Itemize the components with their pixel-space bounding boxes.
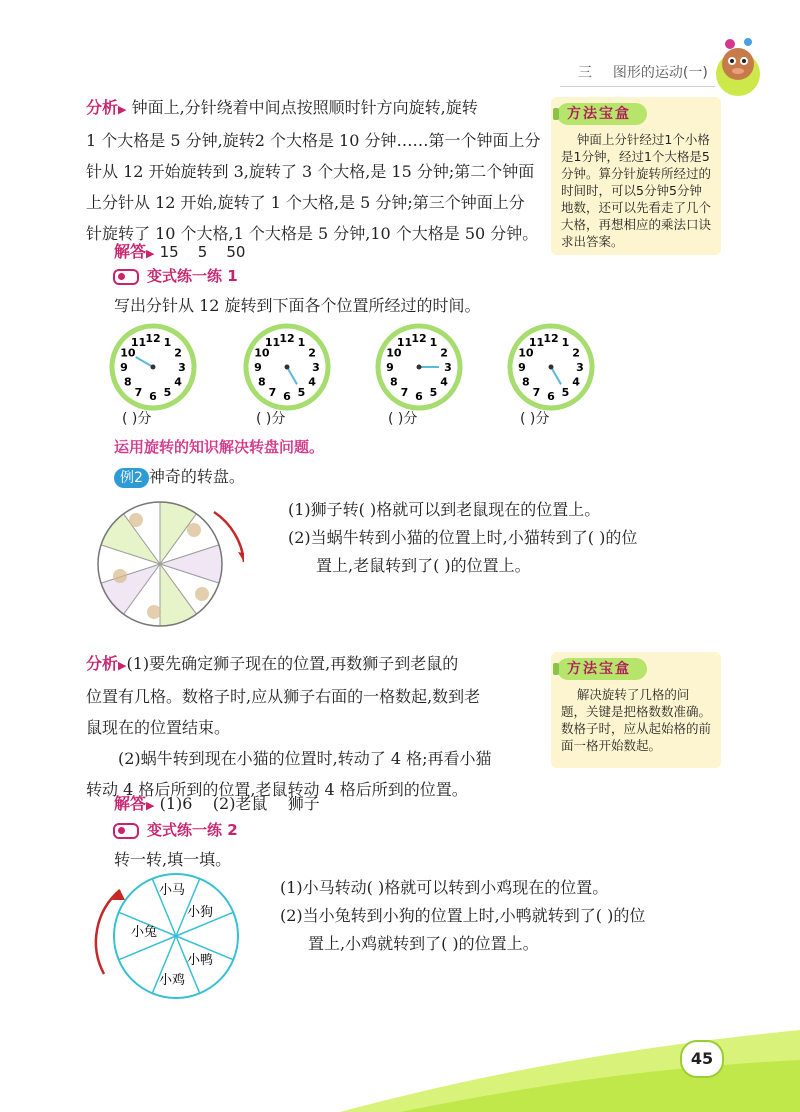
page-number: 45 bbox=[690, 1049, 714, 1068]
clock-number: 5 bbox=[561, 386, 570, 400]
clock-number: 12 bbox=[543, 332, 559, 345]
clock-number: 7 bbox=[400, 386, 409, 400]
pointer-icon: ▶ bbox=[146, 247, 155, 260]
analysis-line: 位置有几格。数格子时,应从狮子右面的一格数起,数到老 bbox=[86, 687, 481, 706]
analysis-2 bbox=[86, 648, 546, 805]
example-2-q2-line1: (2)当蜗牛转到小猫的位置上时,小猫转到了( )的位 bbox=[288, 528, 638, 547]
clock-number: 2 bbox=[174, 346, 182, 360]
clock-number: 1 bbox=[297, 335, 306, 349]
animal-icon bbox=[147, 605, 161, 619]
clock-number: 6 bbox=[283, 390, 291, 403]
clock-number: 11 bbox=[396, 335, 413, 349]
tip-text: 钟面上分针经过1个小格是1分钟，经过1个大格是5分钟。算分针旋转所经过的时间时，可以5分钟5分钟地数，还可以先看走了几个大格，再想相应的乘法口诀求出答案。 bbox=[561, 132, 712, 249]
clock-number: 6 bbox=[547, 390, 555, 403]
example-2-q2-line2: 置上,老鼠转到了( )的位置上。 bbox=[316, 556, 531, 575]
answer-label: 解答 bbox=[114, 794, 147, 813]
cat-icon bbox=[187, 523, 201, 537]
clock-number: 12 bbox=[411, 332, 427, 345]
method-tip-2 bbox=[551, 652, 721, 768]
practice-1-instruction: 写出分针从 12 旋转到下面各个位置所经过的时间。 bbox=[114, 296, 481, 315]
clock-answer-blank[interactable]: ( )分 bbox=[256, 411, 286, 427]
clock-number: 8 bbox=[258, 375, 266, 389]
snail-icon bbox=[113, 569, 127, 583]
clock-number: 9 bbox=[254, 361, 262, 374]
example-2 bbox=[114, 461, 245, 492]
clock-number: 2 bbox=[308, 346, 316, 360]
lion-icon bbox=[129, 513, 143, 527]
chapter-title: 图形的运动(一) bbox=[612, 65, 708, 81]
wheel-label: 小鸡 bbox=[158, 973, 186, 988]
clock-answer-blank[interactable]: ( )分 bbox=[520, 411, 550, 427]
analysis-line: 1 个大格是 5 分钟,旋转2 个大格是 10 分钟……第一个钟面上分 bbox=[86, 131, 541, 150]
clock-number: 11 bbox=[528, 335, 545, 349]
wheel-label: 小兔 bbox=[130, 925, 158, 940]
analysis-line: 钟面上,分针绕着中间点按照顺时针方向旋转,旋转 bbox=[131, 98, 478, 117]
pointer-icon: ▶ bbox=[118, 103, 127, 116]
example-badge: 例2 bbox=[114, 468, 149, 488]
clock-number: 1 bbox=[429, 335, 438, 349]
page-corner-decoration bbox=[340, 1010, 800, 1112]
clock-number: 10 bbox=[518, 346, 534, 360]
rotation-arrow-icon bbox=[96, 890, 120, 974]
clock-number: 11 bbox=[130, 335, 147, 349]
analysis-line: 转动 4 格后所到的位置,老鼠转动 4 格后所到的位置。 bbox=[86, 780, 468, 799]
practice-2-title: 变式练一练 2 bbox=[113, 818, 238, 842]
practice-2-q1: (1)小马转动( )格就可以转到小鸡现在的位置。 bbox=[280, 878, 609, 897]
answer-text: (1)6 (2)老鼠 狮子 bbox=[159, 794, 320, 813]
practice-2-q2-line1: (2)当小兔转到小狗的位置上时,小鸭就转到了( )的位 bbox=[280, 906, 646, 925]
answer-label: 解答 bbox=[114, 242, 147, 261]
analysis-line: (2)蜗牛转到现在小猫的位置时,转动了 4 格;再看小猫 bbox=[118, 749, 492, 768]
analysis-label: 分析 bbox=[86, 654, 119, 673]
mouse-icon bbox=[195, 587, 209, 601]
clock-number: 8 bbox=[124, 375, 132, 389]
clock-number: 2 bbox=[440, 346, 448, 360]
clock-number: 3 bbox=[178, 361, 186, 374]
pointer-icon: ▶ bbox=[146, 799, 155, 812]
clock-face bbox=[374, 322, 464, 412]
clock-number: 1 bbox=[561, 335, 570, 349]
page-header bbox=[578, 62, 708, 82]
chapter-number: 三 bbox=[578, 65, 592, 81]
method-tip-1 bbox=[551, 97, 721, 255]
animal-wheel bbox=[80, 870, 250, 1000]
analysis-label: 分析 bbox=[86, 98, 119, 117]
analysis-line: 鼠现在的位置结束。 bbox=[86, 718, 231, 737]
practice-icon bbox=[113, 823, 139, 839]
clock-number: 6 bbox=[415, 390, 423, 403]
clock-number: 10 bbox=[254, 346, 270, 360]
clock-number: 10 bbox=[120, 346, 136, 360]
clock-number: 3 bbox=[576, 361, 584, 374]
clock-answer-blank[interactable]: ( )分 bbox=[388, 411, 418, 427]
clock-number: 4 bbox=[440, 375, 448, 389]
analysis-line: 针旋转了 10 个大格,1 个大格是 5 分钟,10 个大格是 50 分钟。 bbox=[86, 224, 539, 243]
practice-1-title: 变式练一练 1 bbox=[113, 264, 238, 288]
practice-2-q2-line2: 置上,小鸡就转到了( )的位置上。 bbox=[308, 934, 539, 953]
example-title: 神奇的转盘。 bbox=[148, 467, 245, 486]
answer-2 bbox=[114, 788, 320, 821]
clock-face bbox=[242, 322, 332, 412]
clock-face bbox=[108, 322, 198, 412]
mascot-icon bbox=[708, 34, 768, 98]
clock-number: 8 bbox=[522, 375, 530, 389]
clock-number: 5 bbox=[429, 386, 438, 400]
example-2-q1: (1)狮子转( )格就可以到老鼠现在的位置上。 bbox=[288, 500, 601, 519]
clock-number: 2 bbox=[572, 346, 580, 360]
header-rule bbox=[560, 86, 715, 87]
clock-number: 12 bbox=[145, 332, 161, 345]
analysis-line: (1)要先确定狮子现在的位置,再数狮子到老鼠的 bbox=[126, 654, 459, 673]
analysis-line: 上分针从 12 开始,旋转了 1 个大格,是 5 分钟;第三个钟面上分 bbox=[86, 193, 525, 212]
tip-title: 方法宝盒 bbox=[557, 103, 647, 125]
clock-number: 3 bbox=[444, 361, 452, 374]
wheel-label: 小马 bbox=[158, 883, 186, 898]
clock-number: 5 bbox=[163, 386, 172, 400]
wheel-label: 小鸭 bbox=[186, 953, 214, 968]
tip-title: 方法宝盒 bbox=[557, 658, 647, 680]
pointer-icon: ▶ bbox=[118, 659, 127, 672]
analysis-line: 针从 12 开始旋转到 3,旋转了 3 个大格,是 15 分钟;第二个钟面 bbox=[86, 162, 535, 181]
clock-number: 4 bbox=[174, 375, 182, 389]
clock-number: 5 bbox=[297, 386, 306, 400]
clock-number: 7 bbox=[268, 386, 277, 400]
clock-number: 1 bbox=[163, 335, 172, 349]
clock-number: 4 bbox=[308, 375, 316, 389]
clock-number: 10 bbox=[386, 346, 402, 360]
clock-number: 9 bbox=[386, 361, 394, 374]
clock-number: 7 bbox=[532, 386, 541, 400]
clock-number: 7 bbox=[134, 386, 143, 400]
analysis-1 bbox=[86, 92, 546, 249]
clock-number: 11 bbox=[264, 335, 281, 349]
wheel-label: 小狗 bbox=[186, 905, 214, 920]
clock-number: 3 bbox=[312, 361, 320, 374]
section-2-heading: 运用旋转的知识解决转盘问题。 bbox=[114, 438, 325, 456]
clock-number: 9 bbox=[518, 361, 526, 374]
clock-number: 8 bbox=[390, 375, 398, 389]
tip-text: 解决旋转了几格的问题，关键是把格数数准确。数格子时，应从起始格的前面一格开始数起。 bbox=[561, 687, 712, 753]
page-number-badge bbox=[680, 1040, 724, 1078]
practice-2-instruction: 转一转,填一填。 bbox=[114, 850, 232, 869]
clock-number: 6 bbox=[149, 390, 157, 403]
spinner-wheel bbox=[94, 498, 244, 628]
clock-number: 9 bbox=[120, 361, 128, 374]
clock-number: 4 bbox=[572, 375, 580, 389]
clock-number: 12 bbox=[279, 332, 295, 345]
clock-answer-blank[interactable]: ( )分 bbox=[122, 411, 152, 427]
practice-icon bbox=[113, 269, 139, 285]
clock-face bbox=[506, 322, 596, 412]
answer-text: 15 5 50 bbox=[159, 243, 246, 261]
